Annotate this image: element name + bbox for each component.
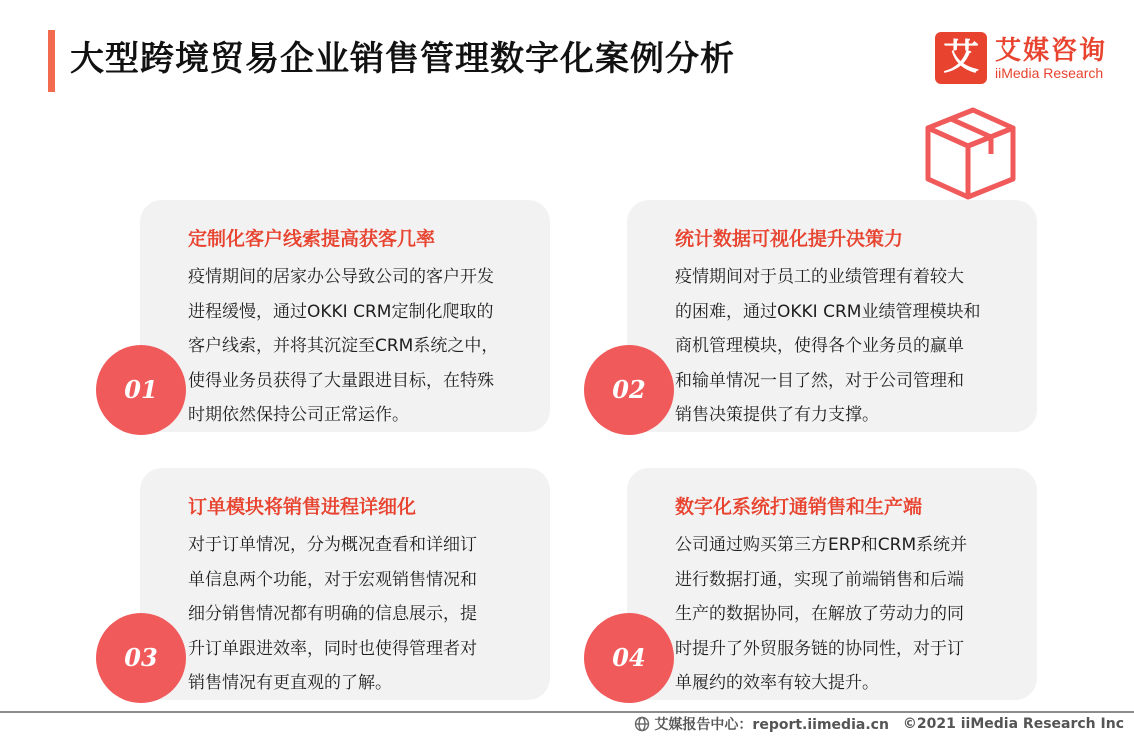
card-line: 销售情况有更直观的了解。	[188, 673, 392, 693]
page-title: 大型跨境贸易企业销售管理数字化案例分析	[70, 39, 735, 79]
badge-number: 03	[124, 643, 158, 672]
card-title: 定制化客户线索提高获客几率	[188, 228, 436, 250]
card-title: 统计数据可视化提升决策力	[675, 228, 904, 250]
box-icon	[918, 100, 1018, 200]
card-line: 使得业务员获得了大量跟进目标，在特殊	[188, 370, 494, 391]
card-body	[675, 260, 1025, 433]
card-line: 升订单跟进效率，同时也使得管理者对	[188, 638, 477, 659]
card-line: 进程缓慢，通过OKKI CRM定制化爬取的	[188, 301, 494, 322]
card-title: 数字化系统打通销售和生产端	[675, 496, 923, 518]
card-line: 时期依然保持公司正常运作。	[188, 405, 409, 425]
card-line: 对于订单情况，分为概况查看和详细订	[188, 535, 477, 555]
card-line: 疫情期间的居家办公导致公司的客户开发	[188, 267, 494, 287]
card-line: 商机管理模块，使得各个业务员的赢单	[675, 336, 964, 356]
footer-copyright: ©2021 iiMedia Research Inc	[902, 716, 1124, 732]
number-badge-1	[96, 345, 186, 435]
number-badge-3	[96, 613, 186, 703]
card-line: 疫情期间对于员工的业绩管理有着较大	[675, 267, 964, 287]
badge-number: 04	[612, 643, 646, 672]
number-badge-2	[584, 345, 674, 435]
card-line: 客户线索，并将其沉淀至CRM系统之中，	[188, 336, 499, 356]
card-2	[627, 200, 1037, 432]
card-line: 进行数据打通，实现了前端销售和后端	[675, 569, 964, 590]
card-4	[627, 468, 1037, 700]
footer-divider	[0, 711, 1134, 713]
card-body	[675, 528, 1025, 701]
badge-number: 02	[612, 375, 646, 404]
card-line: 细分销售情况都有明确的信息展示，提	[188, 604, 477, 624]
card-line: 生产的数据协同，在解放了劳动力的同	[675, 604, 964, 624]
number-badge-4	[584, 613, 674, 703]
logo	[935, 30, 1115, 88]
footer	[634, 714, 1124, 734]
card-line: 单履约的效率有较大提升。	[675, 673, 879, 693]
globe-icon	[634, 716, 650, 732]
card-line: 时提升了外贸服务链的协同性，对于订	[675, 638, 964, 659]
card-line: 和输单情况一目了然，对于公司管理和	[675, 370, 964, 391]
card-1	[140, 200, 550, 432]
card-line: 销售决策提供了有力支撑。	[675, 405, 879, 425]
card-body	[188, 260, 538, 433]
logo-en-text: iiMedia Research	[995, 65, 1104, 81]
card-line: 的困难，通过OKKI CRM业绩管理模块和	[675, 301, 981, 322]
badge-number: 01	[124, 375, 158, 404]
logo-mark	[935, 32, 987, 84]
card-body	[188, 528, 538, 701]
card-line: 公司通过购买第三方ERP和CRM系统并	[675, 535, 968, 555]
title-accent-bar	[48, 30, 55, 92]
card-line: 单信息两个功能，对于宏观销售情况和	[188, 569, 477, 590]
footer-source: 艾媒报告中心：report.iimedia.cn	[654, 717, 889, 733]
logo-cn-text: 艾媒咨询	[995, 36, 1108, 66]
card-title: 订单模块将销售进程详细化	[188, 496, 417, 518]
logo-mark-char: 艾	[942, 37, 979, 78]
card-3	[140, 468, 550, 700]
